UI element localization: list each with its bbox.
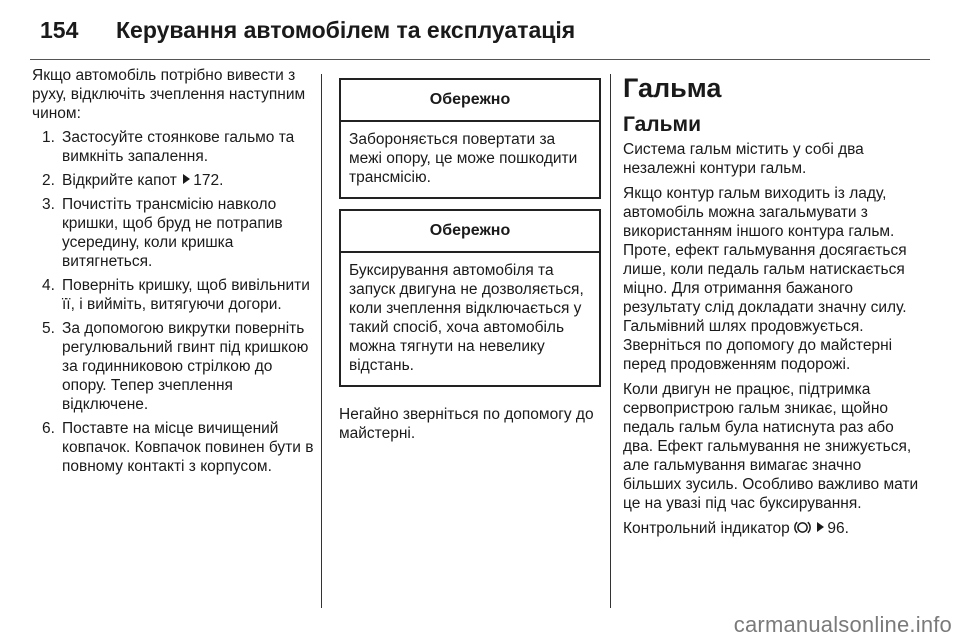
paragraph: Система гальм містить у собі два незалежні контури гальм. [623,141,864,177]
right-column [623,72,923,544]
step-number: 4. [42,277,55,294]
step-text: Почистіть трансмісію навколо кришки, щоб бруд не потрапив усередину, коли кришка витягнеться. [62,196,283,270]
page-reference-icon [817,522,824,532]
list-item [32,195,318,271]
watermark: carmanualsonline.info [733,612,952,637]
step-number: 2. [42,172,55,189]
section-heading: Гальма [623,73,722,103]
warning-text: Забороняється повертати за межі опору, це може пошкодити трансмісію. [349,131,578,186]
step-text: Застосуйте стоянкове гальмо та вимкніть запалення. [62,129,295,165]
page-reference[interactable]: 172. [193,172,224,189]
subsection-heading: Гальми [623,113,702,136]
header-rule [30,59,930,60]
list-item [32,419,318,476]
steps-list [32,128,318,476]
middle-column [339,78,601,443]
step-number: 6. [42,420,55,437]
paragraph: Якщо контур гальм виходить із ладу, автомобіль можна загальмувати з використанням іншого контура гальм. Проте, ефект гальмування досягається лише, коли педаль гальм натискається міцно. Для отримання бажаного результату слід докладати значну силу. Гальмівний шлях продовжується. Зверніться по допомогу до майстерні перед продовженням подорожі. [623,185,907,373]
warning-title: Обережно [341,80,599,122]
indicator-paragraph [623,519,923,538]
step-text: Поверніть кришку, щоб вивільнити її, і вийміть, витягуючи догори. [62,277,310,313]
page-number: 154 [40,17,79,43]
list-item [32,128,318,166]
list-item [32,171,318,190]
step-number: 1. [42,129,55,146]
page-header [30,17,930,53]
warning-box [339,78,601,199]
step-text: Поставте на місце вичищений ковпачок. Ковпачок повинен бути в повному контакті з корпусом. [62,420,314,475]
paragraph: Коли двигун не працює, підтримка сервопристрою гальм зникає, щойно педаль гальм була натиснута раз або два. Ефект гальмування не знижується, але гальмування вимагає значно більших зусиль. Особливо важливо мати це на увазі під час буксирування. [623,381,919,512]
step-number: 5. [42,320,55,337]
warning-text: Буксирування автомобіля та запуск двигуна не дозволяється, коли зчеплення відключається у такий спосіб, хоча автомобіль можна тягнути на невелику відстань. [349,262,584,374]
left-column [32,66,318,481]
help-paragraph: Негайно зверніться по допомогу до майстерні. [339,406,594,442]
step-number: 3. [42,196,55,213]
page-title: Керування автомобілем та експлуатація [116,17,576,43]
step-text: Відкрийте капот [62,172,177,189]
page-reference[interactable]: 96. [827,520,849,537]
brake-warning-icon [794,520,811,535]
intro-paragraph: Якщо автомобіль потрібно вивести з руху, відключіть зчеплення наступним чином: [32,67,306,122]
warning-title: Обережно [341,211,599,253]
step-text: За допомогою викрутки поверніть регулювальний гвинт під кришкою за годинниковою стрілкою до опору. Тепер зчеплення відключене. [62,320,309,413]
list-item [32,319,318,414]
list-item [32,276,318,314]
column-divider [321,74,322,608]
indicator-label: Контрольний індикатор [623,520,790,537]
page-reference-icon [183,174,190,184]
warning-box [339,209,601,387]
column-divider [610,74,611,608]
